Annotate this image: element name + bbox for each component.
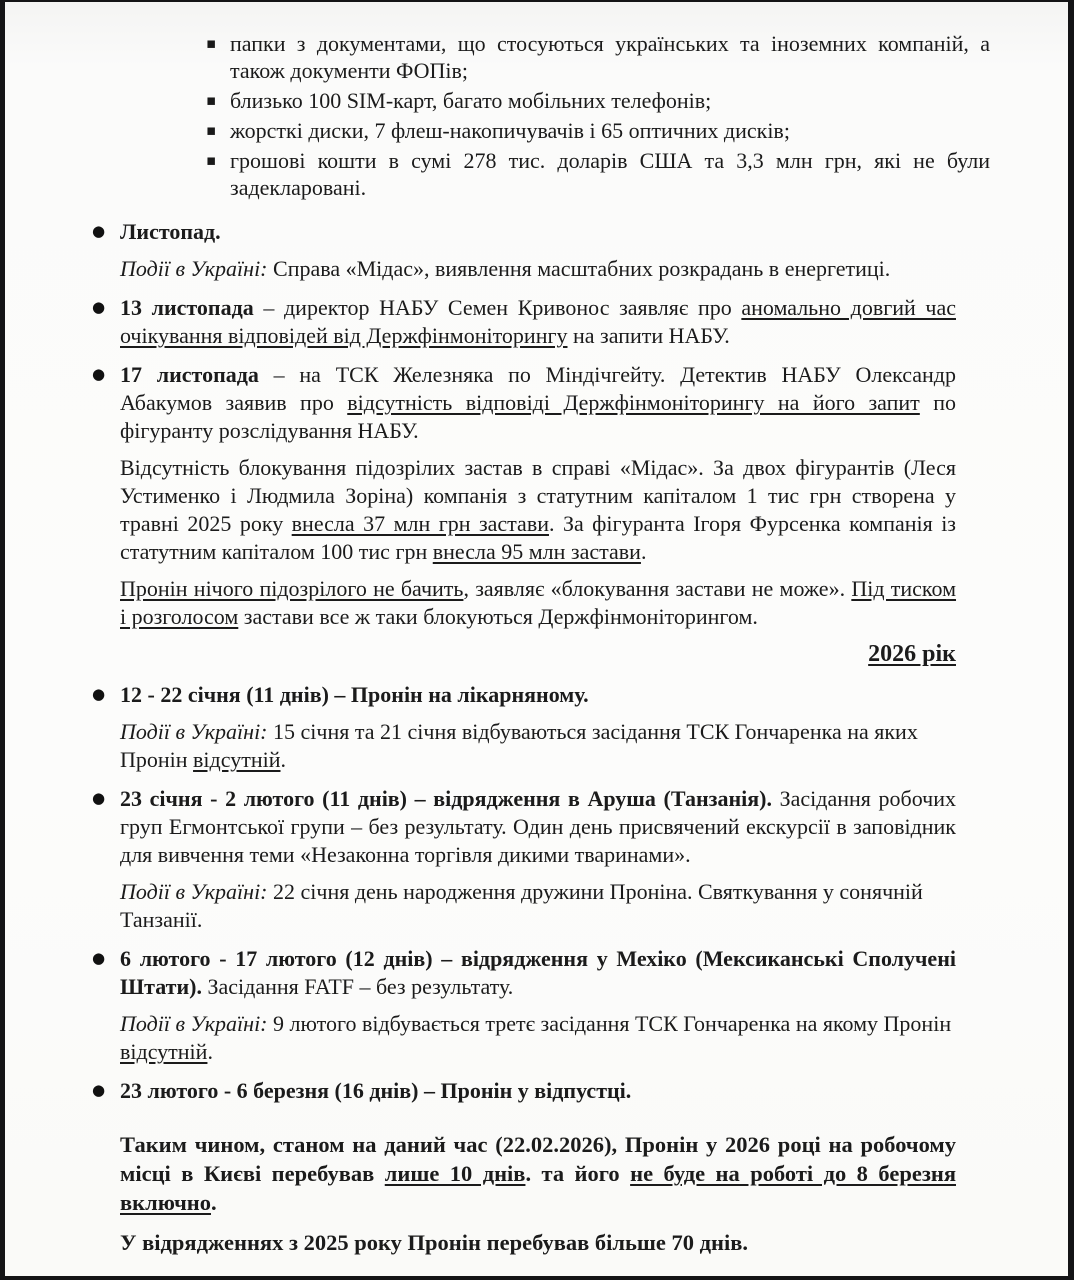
evidence-item: [205, 87, 990, 114]
bullet-item-jan-12-22: [92, 681, 956, 709]
text-segment: .: [210, 1190, 217, 1215]
evidence-list: [205, 30, 990, 201]
summary-paragraph-business-trips: [120, 1228, 956, 1257]
bullet-dot-icon: ●: [92, 1081, 106, 1099]
bullet-text: [120, 361, 956, 445]
text-segment: Засідання робочих груп Егмонтської групи – без результату. Один день присвячений екскурсії в заповідник для вивчення теми «Незаконна торгівля дикими тваринами».: [120, 786, 957, 867]
text-segment: 23 лютого - 6 березня (16 днів) – Пронін у відпустці.: [120, 1078, 632, 1103]
bullet-item-nov-17: [92, 361, 956, 445]
text-segment: Події в Україні:: [120, 879, 268, 904]
bullet-dot-icon: ●: [92, 949, 106, 967]
text-segment: по фігуранту розслідування НАБУ.: [120, 390, 956, 443]
year-2026-heading: [120, 638, 956, 670]
text-segment: на запити НАБУ.: [567, 323, 730, 348]
bullet-square-icon: ▪: [206, 34, 217, 52]
bullet-item-jan23-feb2: [92, 785, 957, 869]
bullet-item-feb23-mar6: [92, 1077, 956, 1105]
text-segment: Справа «Мідас», виявлення масштабних розкрадань в енергетиці.: [267, 256, 891, 281]
text-segment: застави все ж таки блокуються Держфінмоніторингом.: [238, 604, 758, 629]
text-segment: внесла 95 млн застави: [432, 539, 641, 564]
bullet-item-feb6-feb17: [92, 945, 956, 1001]
bullet-square-icon: ▪: [206, 121, 217, 139]
evidence-text: [230, 31, 990, 83]
text-segment: відсутній: [193, 747, 281, 772]
text-segment: грошові кошти в сумі 278 тис. доларів США та 3,3 млн грн, які не були задекларовані.: [230, 148, 990, 200]
note-events-ukraine-birthday: [120, 878, 956, 934]
text-segment: Засідання FATF – без результату.: [201, 974, 514, 999]
text-segment: 17 листопада: [120, 362, 259, 387]
text-segment: аномально довгий час очікування відповідей від Держфінмоніторингу: [120, 295, 956, 348]
text-segment: Листопад.: [120, 219, 221, 244]
text-segment: 2026 рік: [868, 641, 956, 667]
text-segment: .: [640, 539, 647, 564]
text-segment: не буде на роботі до 8 березня включно: [120, 1161, 956, 1215]
bullet-dot-icon: ●: [92, 222, 106, 240]
text-segment: У відрядженнях з 2025 року Пронін перебував більше 70 днів.: [120, 1230, 749, 1255]
document-page: [5, 2, 1068, 1276]
evidence-item: [205, 117, 990, 144]
text-segment: – директор НАБУ Семен Кривонос заявляє про: [253, 295, 742, 320]
text-segment: Відсутність блокування підозрілих застав в справі «Мідас». За двох фігурантів (Леся Устименко і Людмила Зоріна) компанія з статутним капіталом 1 тис грн створена у травні 2025 року: [120, 455, 956, 536]
text-segment: Події в Україні:: [120, 256, 268, 281]
bullet-dot-icon: ●: [92, 365, 106, 383]
bullet-square-icon: ▪: [206, 151, 217, 169]
text-segment: , заявляє «блокування застави не може».: [463, 576, 852, 601]
text-segment: відсутність відповіді Держфінмоніторингу на його запит: [347, 390, 920, 415]
text-segment: .: [207, 1039, 213, 1064]
paragraph-bail-blocking: [120, 454, 956, 566]
evidence-text: [230, 88, 711, 113]
bullet-text: [120, 681, 956, 709]
bullet-item-november: [92, 218, 956, 246]
text-segment: 23 січня - 2 лютого (11 днів) – відрядження в Аруша (Танзанія).: [120, 786, 772, 811]
text-segment: 22 січня день народження дружини Проніна. Святкування у сонячній Танзанії.: [120, 879, 923, 932]
bullet-text: [120, 294, 956, 350]
text-segment: . За фігуранта Ігоря Фурсенка компанія із статутним капіталом 100 тис грн: [120, 511, 956, 564]
text-segment: жорсткі диски, 7 флеш-накопичувачів і 65 оптичних дисків;: [230, 118, 790, 143]
bullet-dot-icon: ●: [92, 298, 106, 316]
text-segment: 12 - 22 січня (11 днів) – Пронін на лікарняному.: [120, 682, 589, 707]
text-segment: відсутній: [120, 1039, 208, 1064]
text-segment: Таким чином, станом на даний час (22.02.2026), Пронін у 2026 році на робочому місці в Києві перебував: [120, 1132, 956, 1186]
paragraph-pronin-reaction: [120, 575, 956, 631]
summary-paragraph-days-in-kyiv: [120, 1130, 956, 1217]
text-segment: 13 листопада: [120, 295, 254, 320]
note-events-ukraine-sick-leave: [120, 718, 956, 774]
text-segment: близько 100 SIM-карт, багато мобільних телефонів;: [230, 88, 712, 113]
text-segment: папки з документами, що стосуються українських та іноземних компаній, а також документи ФОПів;: [230, 31, 990, 83]
bullet-text: [120, 785, 956, 869]
evidence-text: [230, 148, 990, 200]
text-segment: Під тиском і розголосом: [120, 576, 957, 629]
bullet-item-nov-13: [92, 294, 956, 350]
text-segment: – на ТСК Железняка по Міндічгейту. Детектив НАБУ Олександр Абакумов заявив про: [120, 362, 956, 415]
text-segment: лише 10 днів: [384, 1161, 526, 1186]
bullet-text: [120, 1077, 956, 1105]
text-segment: Пронін нічого підозрілого не бачить: [120, 576, 464, 601]
bullet-text: [120, 945, 956, 1001]
text-segment: 15 січня та 21 січня відбуваються засідання ТСК Гончаренка на яких Пронін: [120, 719, 918, 772]
evidence-text: [230, 118, 790, 143]
bullet-dot-icon: ●: [92, 789, 106, 807]
bullet-dot-icon: ●: [92, 685, 106, 703]
text-segment: 6 лютого - 17 лютого (12 днів) – відрядження у Мехіко (Мексиканські Сполучені Штати).: [120, 946, 956, 999]
bullet-square-icon: ▪: [206, 91, 217, 109]
evidence-item: [205, 30, 990, 84]
note-events-ukraine-midas: [120, 255, 956, 283]
evidence-item: [205, 147, 990, 201]
text-segment: .: [280, 747, 286, 772]
text-segment: Події в Україні:: [120, 719, 268, 744]
bullet-text: [120, 218, 956, 246]
text-segment: . та його: [525, 1161, 631, 1186]
text-segment: Події в Україні:: [120, 1011, 268, 1036]
text-segment: внесла 37 млн грн застави: [291, 511, 549, 536]
text-segment: 9 лютого відбувається третє засідання ТСК Гончаренка на якому Пронін: [267, 1011, 952, 1036]
note-events-ukraine-third-session: [120, 1010, 956, 1066]
